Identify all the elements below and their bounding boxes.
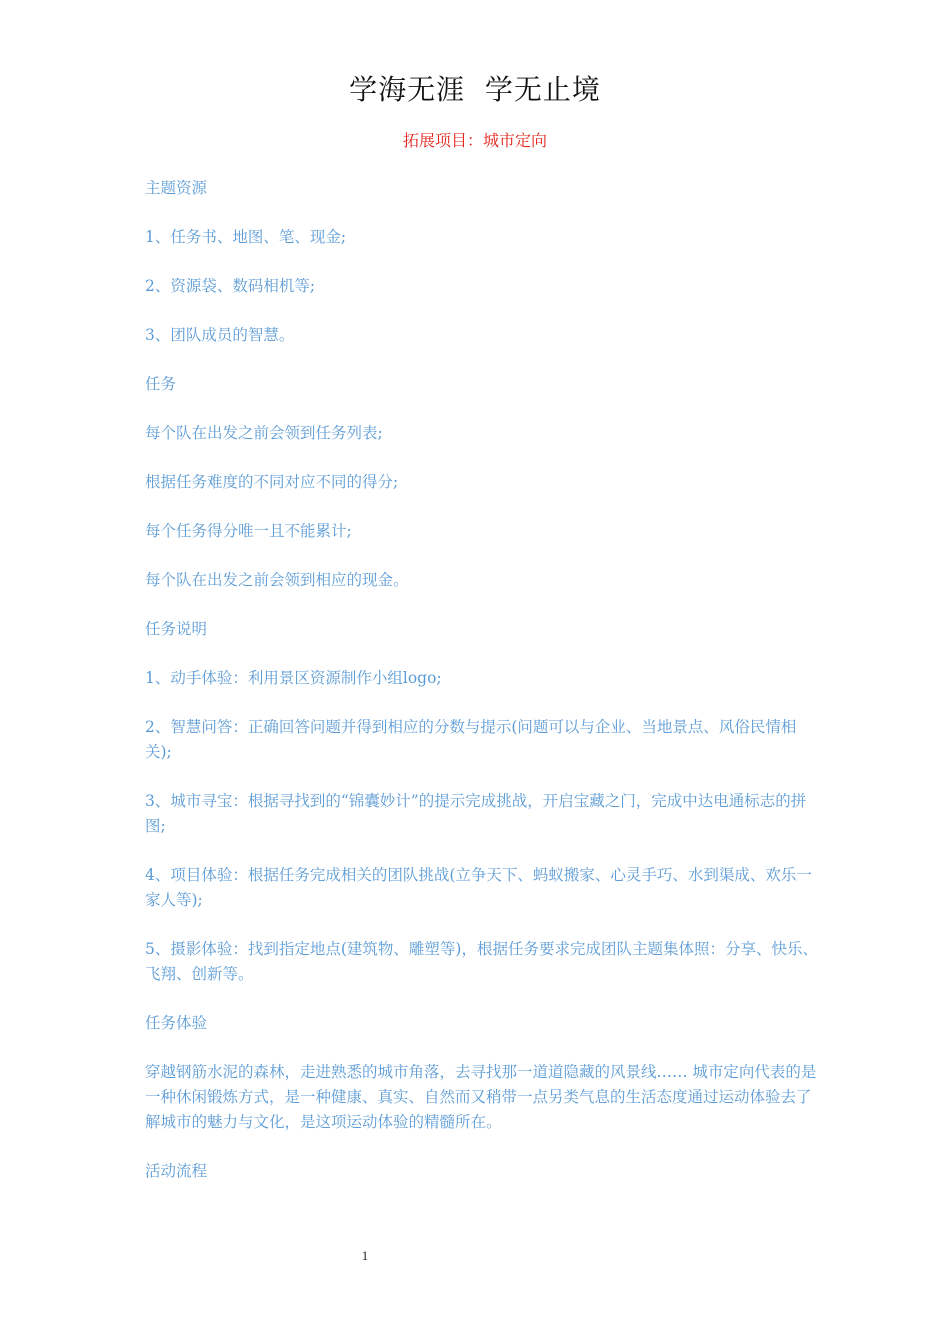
paragraph: 每个队在出发之前会领到任务列表; <box>145 424 383 442</box>
paragraph: 4、项目体验：根据任务完成相关的团队挑战(立争天下、蚂蚁搬家、心灵手巧、水到渠成、欢乐一家人等); <box>145 866 812 909</box>
section-heading: 活动流程 <box>145 1162 208 1180</box>
section-heading: 主题资源 <box>145 179 208 197</box>
paragraph: 3、团队成员的智慧。 <box>145 326 295 344</box>
paragraph: 1、任务书、地图、笔、现金; <box>145 228 347 246</box>
page-title: 学海无涯 学无止境 <box>349 73 601 106</box>
paragraph: 每个队在出发之前会领到相应的现金。 <box>145 571 409 589</box>
section-heading: 任务体验 <box>145 1014 208 1032</box>
page-number: 1 <box>361 1248 369 1263</box>
paragraph: 2、资源袋、数码相机等; <box>145 277 316 295</box>
paragraph: 每个任务得分唯一且不能累计; <box>145 522 352 540</box>
paragraph: 根据任务难度的不同对应不同的得分; <box>145 473 399 491</box>
section-heading: 任务说明 <box>145 620 208 638</box>
paragraph: 1、动手体验：利用景区资源制作小组logo; <box>145 669 442 687</box>
document-body <box>145 176 820 1208</box>
subtitle: 拓展项目：城市定向 <box>402 131 547 150</box>
paragraph: 3、城市寻宝：根据寻找到的“锦囊妙计”的提示完成挑战，开启宝藏之门，完成中达电通标志的拼图; <box>145 792 807 835</box>
paragraph: 2、智慧问答：正确回答问题并得到相应的分数与提示(问题可以与企业、当地景点、风俗民情相关); <box>145 718 797 761</box>
paragraph: 5、摄影体验：找到指定地点(建筑物、雕塑等)，根据任务要求完成团队主题集体照：分享、快乐、飞翔、创新等。 <box>145 940 818 983</box>
paragraph: 穿越钢筋水泥的森林，走进熟悉的城市角落，去寻找那一道道隐藏的风景线…… 城市定向代表的是一种休闲锻炼方式，是一种健康、真实、自然而又稍带一点另类气息的生活态度通过运动体验去了解城市的魅力与文化，是这项运动体验的精髓所在。 <box>145 1063 817 1131</box>
section-heading: 任务 <box>145 375 177 393</box>
